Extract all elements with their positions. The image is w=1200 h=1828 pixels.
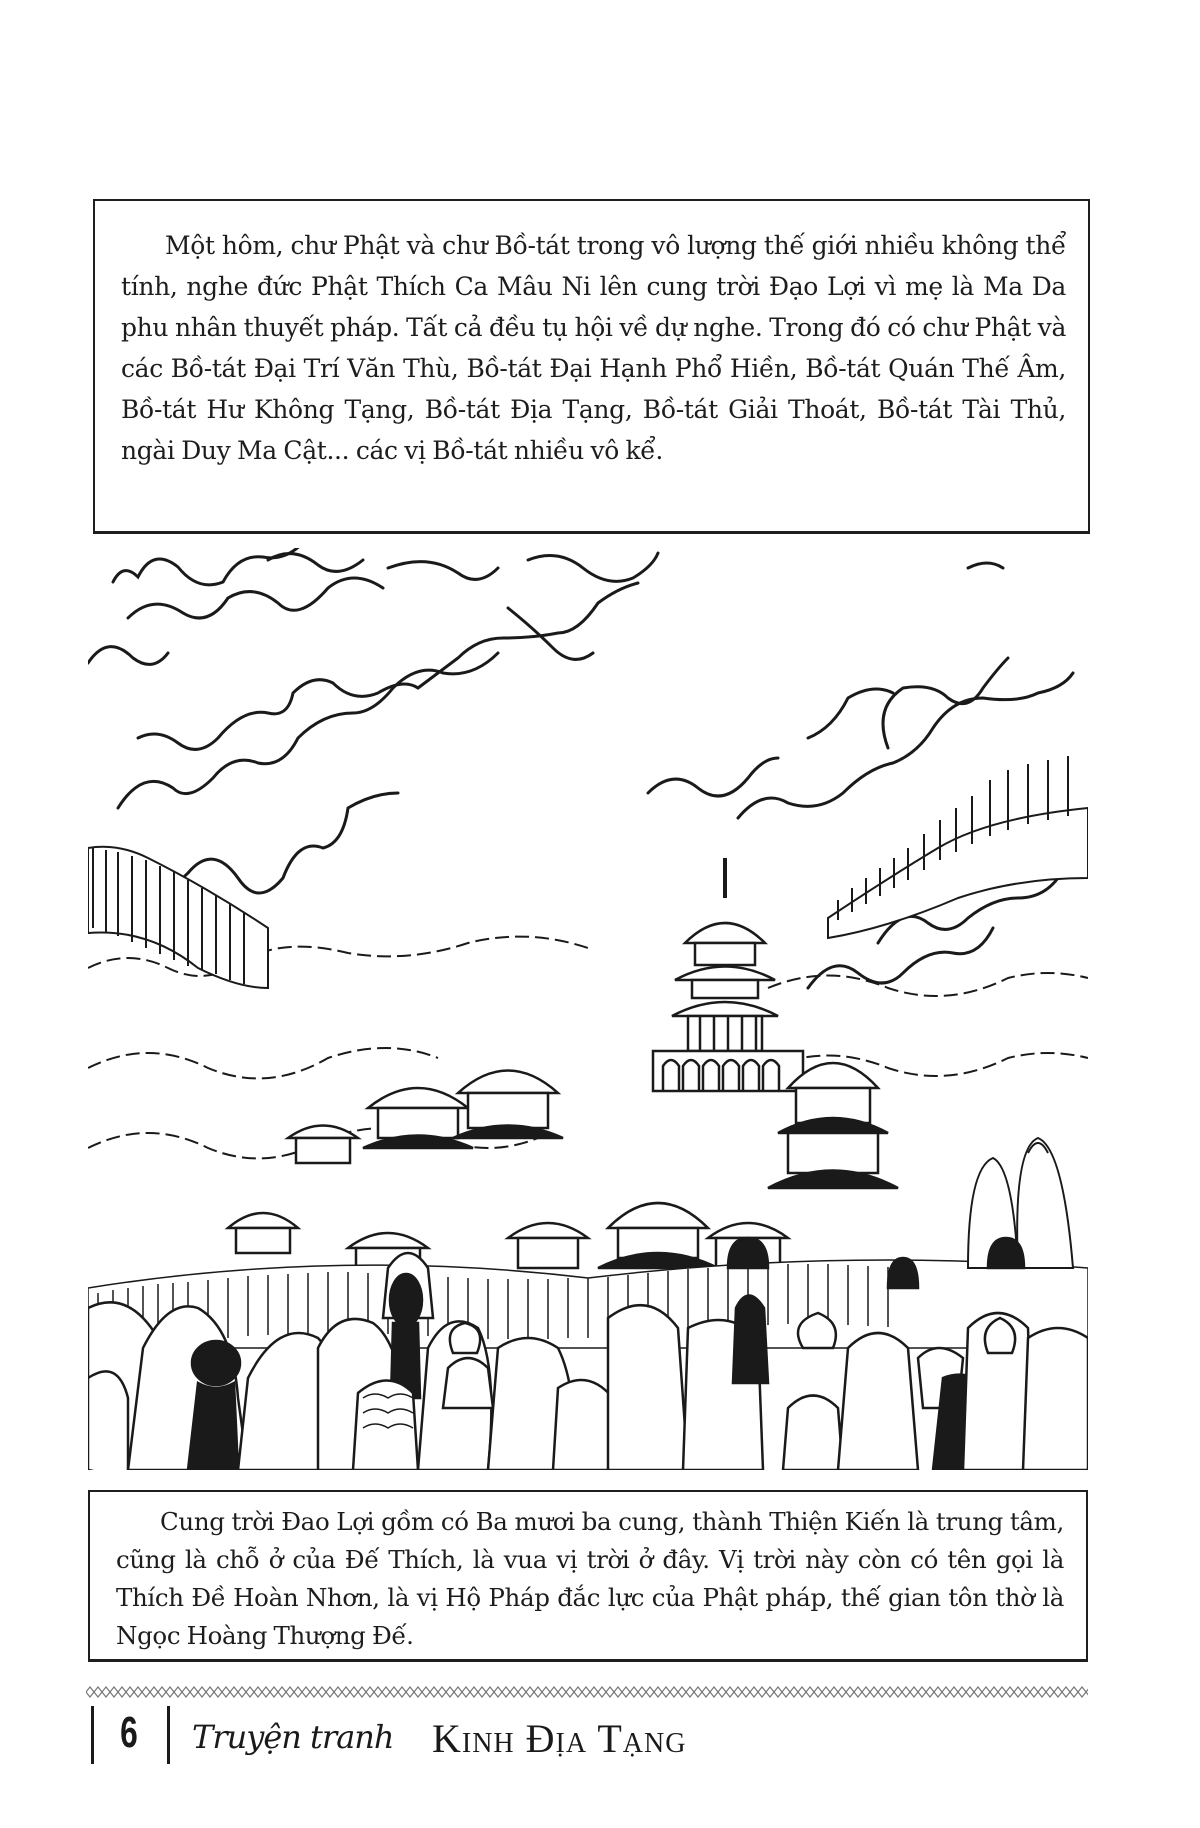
caption-box-top [93, 199, 1090, 534]
folio-divider-right [167, 1706, 170, 1764]
palace-buildings [228, 1063, 898, 1273]
caption-text-bottom: Cung trời Đao Lợi gồm có Ba mươi ba cung, thành Thiện Kiến là trung tâm, cũng là chỗ ở của Đế Thích, là vua vị trời ở đây. Vị trời này còn có tên gọi là Thích Đề Hoàn Nhơn, là vị Hộ Pháp đắc lực của Phật pháp, thế gian tôn thờ là Ngọc Hoàng Thượng Đế. [116, 1507, 1064, 1650]
left-procession [88, 847, 268, 988]
book-title: Kinh Địa Tạng [432, 1716, 687, 1761]
central-pagoda [653, 858, 803, 1091]
series-script-title: Truyện tranh [192, 1718, 394, 1756]
caption-text-top: Một hôm, chư Phật và chư Bồ-tát trong vô lượng thế giới nhiều không thể tính, nghe đức Phật Thích Ca Mâu Ni lên cung trời Đạo Lợi vì mẹ là Ma Da phu nhân thuyết pháp. Tất cả đều tụ hội về dự nghe. Trong đó có chư Phật và các Bồ-tát Đại Trí Văn Thù, Bồ-tát Đại Hạnh Phổ Hiền, Bồ-tát Quán Thế Âm, Bồ-tát Hư Không Tạng, Bồ-tát Địa Tạng, Bồ-tát Giải Thoát, Bồ-tát Tài Thủ, ngài Duy Ma Cật... các vị Bồ-tát nhiều vô kể. [121, 231, 1066, 465]
background-crowd [88, 1260, 1088, 1348]
caption-box-bottom [88, 1490, 1088, 1662]
comic-panel-illustration [88, 548, 1088, 1470]
diamond-border-rule [86, 1686, 1088, 1698]
folio-divider-left [91, 1706, 94, 1764]
page-number: 6 [120, 1708, 138, 1757]
right-procession [828, 756, 1088, 938]
